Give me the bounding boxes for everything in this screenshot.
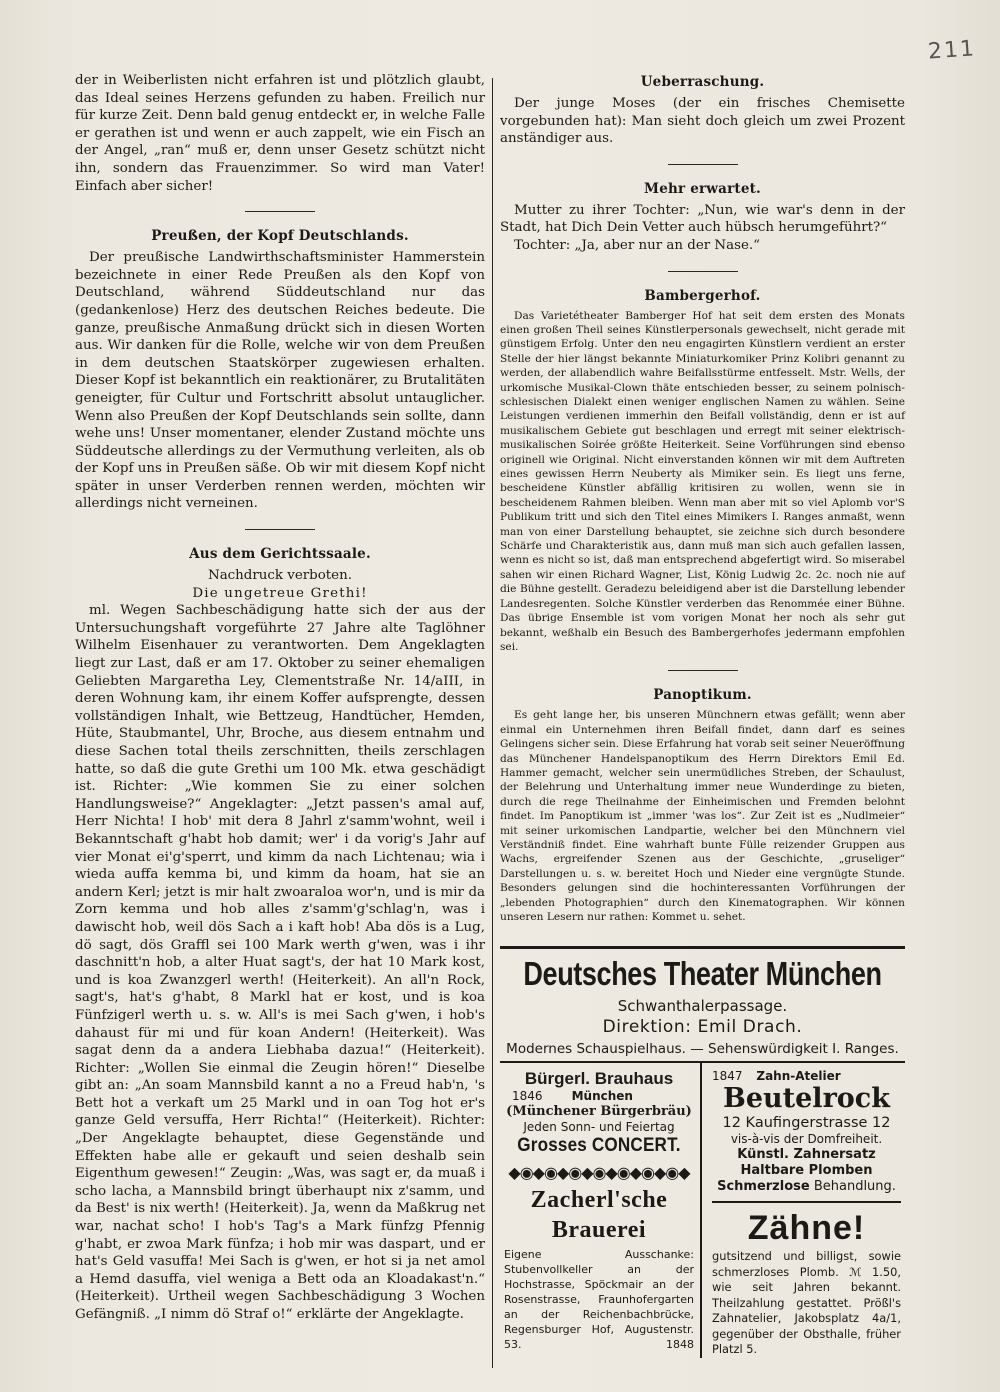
- article-separator: [245, 529, 315, 530]
- ad-grid: [500, 1063, 905, 1358]
- brauhaus-days: Jeden Sonn- und Feiertag: [523, 1120, 675, 1135]
- zacherl-year: 1848: [666, 1338, 694, 1352]
- intro-paragraph: der in Weiberlisten nicht erfahren ist und plötzlich glaubt, das Ideal seines Herzens gefunden zu haben. Freilich nur für kurze Zeit. Denn bald genug entdeckt er, in welche Falle er gerathen ist und wenn er auch zappelt, wie ein Fisch an der Angel, „ran“ muß er, denn unser Gesetz schützt nicht ihn, sondern das Frauenzimmer. So wird man Vater! Einfach aber sicher!: [75, 73, 485, 194]
- ad-buergerl-brauhaus: [504, 1069, 694, 1157]
- theater-tagline: Modernes Schauspielhaus. — Sehenswürdigkeit I. Ranges.: [506, 1041, 899, 1058]
- theater-direction: Direktion: Emil Drach.: [602, 1017, 803, 1038]
- article-separator: [668, 164, 738, 165]
- article-heading: Bambergerhof.: [644, 287, 761, 304]
- article-panoptikum: [500, 687, 905, 924]
- brauhaus-city: München: [571, 1089, 633, 1104]
- article-body: Das Varietétheater Bamberger Hof hat seit dem ersten des Monats einen großen Theil seines Künstlerpersonals gewechselt, nicht gerade mit günstigem Erfolg. Unter den neu engagirten Künstlern verdient an erster Stelle der hier längst bekannte Miniaturkomiker Prinz Kolibri genannt zu werden, der allabendlich wahre Beifallsstürme entfesselt. Mstr. Wells, der urkomische Musikal-Clown thäte entschieden besser, zu seinem polnisch-schlesischen Dialekt einen weniger englischen Namen zu wählen. Seine Leistungen verdienen immerhin den Beifall vollständig, denn er ist auf musikalischem Gebiete gut beschlagen und erregt mit seiner elektrisch-musikalischen Soirée größte Heiterkeit. Seine Vorführungen sind ebenso originell wie Original. Nicht einverstanden können wir mit dem Auftreten eines gewissen Herrn Neuberty als Mimiker sein. Es liegt uns ferne, bescheidene Künstler abfällig kritisiren zu wollen, wenn sie in bescheidenem Rahmen bleiben. Wenn man aber mit so viel Aplomb vor'S Publikum tritt und sich den Titel eines Mimikers I. Ranges anmaßt, wenn man von einer Darstellung behauptet, sie zeichne sich durch besondere Schärfe und Charakteristik aus, dann muß man sich auch gefallen lassen, wenn es nicht so ist, daß man entsprechend abgefertigt wird. So miserabel sahen wir einen Richard Wagner, List, König Ludwig 2c. 2c. noch nie auf die Bühne gestellt. Geradezu beleidigend aber ist die Darstellung lebender Landesregenten. Solche Künstler verderben das Renommée einer Bühne. Das übrige Ensemble ist vom vorigen Monat her noch als sehr gut bekannt, weßhalb ein Besuch des Bambergerhofes jedermann empfohlen sei.: [500, 309, 905, 653]
- article-heading: Panoptikum.: [653, 687, 752, 704]
- article-heading: Mehr erwartet.: [644, 180, 761, 197]
- brauhaus-line: [504, 1089, 694, 1104]
- article-gerichtssaal: [75, 546, 485, 1324]
- ad-right-column: [702, 1063, 905, 1358]
- beutel-label: Zahn-Atelier: [756, 1069, 841, 1084]
- beutel-header: [712, 1069, 901, 1084]
- zacherl-text: Eigene Ausschanke: Stubenvollkeller an der Hochstrasse, Spöckmair an der Rosenstrasse, Fraunhofergarten an der Reichenbachbrücke, Regensburger Hof, Augustenstr. 53.: [504, 1248, 694, 1352]
- article-separator: [245, 211, 315, 212]
- beutel-line3-bold: Schmerzlose: [717, 1179, 810, 1195]
- article-heading: Ueberraschung.: [640, 74, 765, 90]
- article-reply: Tochter: „Ja, aber nur an der Nase.“: [514, 237, 761, 253]
- right-column: [500, 72, 905, 1358]
- beutel-line3-rest: Behandlung.: [813, 1179, 896, 1195]
- advertisement-block: [500, 946, 905, 1358]
- ad-beutelrock: [712, 1069, 901, 1195]
- ornament-border: ◆◉◆◉◆◉◆◉◆◉◆◉◆◉◆: [508, 1163, 690, 1183]
- theater-title: Deutsches Theater München: [523, 955, 882, 993]
- beutel-address: 12 Kaufingerstrasse 12: [722, 1115, 891, 1132]
- ad-deutsches-theater: [500, 955, 905, 1057]
- article-heading: Aus dem Gerichtssaale.: [189, 546, 371, 563]
- article-body: Der junge Moses (der ein frisches Chemisette vorgebunden hat): Man sieht doch gleich um zwei Prozent anständiger aus.: [500, 96, 905, 147]
- ad-left-column: [500, 1063, 702, 1358]
- brauhaus-year: 1846: [512, 1089, 543, 1104]
- article-preussen: [75, 228, 485, 513]
- ad-zacherl: [504, 1185, 694, 1352]
- article-bambergerhof: [500, 288, 905, 655]
- brauhaus-concert: Grosses CONCERT.: [517, 1135, 681, 1157]
- beutel-line2: Haltbare Plomben: [740, 1163, 873, 1179]
- ad-zaehne: [712, 1201, 901, 1358]
- left-column: [75, 72, 485, 1324]
- zacherl-title: Zacherl'sche Brauerei: [530, 1187, 668, 1244]
- article-separator: [668, 271, 738, 272]
- zaehne-body: gutsitzend und billigst, sowie schmerzloses Plomb. ℳ 1.50, wie seit Jahren bekannt. Theilzahlung gestattet. Prößl's Zahnatelier, Jakobsplatz 4a/1, gegenüber der Obsthalle, früher Platzl 5.: [712, 1249, 901, 1357]
- column-divider: [492, 78, 493, 1368]
- page-number-mark: 211: [927, 36, 977, 65]
- brauhaus-title: Bürgerl. Brauhaus: [524, 1069, 674, 1089]
- zaehne-title: Zähne!: [747, 1209, 866, 1248]
- story-title: Die ungetreue Grethi!: [192, 585, 368, 601]
- ad-rule: [500, 946, 905, 949]
- article-ueberraschung: [500, 74, 905, 148]
- article-body: Der preußische Landwirthschaftsminister Hammerstein bezeichnete in einer Rede Preußen als den Kopf von Deutschland, während Süddeutschland nur das (gedankenlose) Herz des deutschen Reiches bedeute. Die ganze, preußische Anmaßung drückt sich in diesen Worten aus. Wir danken für die Rolle, welche wir von dem Preußen in dem deutschen Staatskörper zugewiesen erhalten. Dieser Kopf ist bekanntlich ein reaktionärer, zu Brutalitäten geneigter, für Cultur und Fortschritt absolut untauglicher. Wenn also Preußen der Kopf Deutschlands sein sollte, dann wehe uns! Unser momentaner, elender Zustand möchte uns Süddeutsche allerdings zu der Vermuthung verleiten, als ob der Kopf uns in Preußen säße. Ob wir mit diesem Kopf nicht später in unser Verderben rennen werden, möchten wir allerdings nicht verneinen.: [75, 250, 485, 512]
- beutel-year: 1847: [712, 1069, 743, 1084]
- zacherl-body: [504, 1247, 694, 1352]
- article-body: ml. Wegen Sachbeschädigung hatte sich der aus der Untersuchungshaft vorgeführte 27 Jahre alte Taglöhner Wilhelm Eisenhauer zu verantworten. Dem Angeklagten liegt zur Last, daß er am 17. Oktober zu seiner ehemaligen Geliebten Margaretha Ley, Clementstraße Nr. 14/aIII, in deren Wohnung kam, ihr einem Koffer aufsprengte, dessen vollständigen Inhalt, wie Bettzeug, Handtücher, Hemden, Hüte, Staubmantel, Uhr, Broche, aus diesem entnahm und diese Sachen total theils zerschnitten, theils zerschlagen hatte, so daß die gute Grethi um 100 Mk. etwa geschädigt ist. Richter: „Wie kommen Sie zu einer solchen Handlungsweise?“ Angeklagter: „Jetzt passen's amal auf, Herr Nichta! I hob' mit dera 8 Jahrl z'samm'wohnt, weil i Bekanntschaft g'habt hob damit; wer' i da vorig's Jahr auf vier Monat ei'g'sperrt, und kimm da nach Lichtenau; wia i wieda auffa kemma bi, und kimm da hoam, hat sie an andern Kerl; jetzt is mir halt zwoaraloa wor'n, und is mir da Zorn kemma und hob alles z'samm'g'schlag'n, was i dawischt hob, weil dös Sach a i kaft hob! Aba dös is a Lug, dö sagt, dös Graffl sei 100 Mark werth g'wen, was i ihr daschnitt'n hob, a alter Huat sagt's, der hat 10 Mark kost, und is koa Zwanzgerl werth! (Heiterkeit). An all'n Rock, sagt's, hat's g'habt, 8 Markl hat er kost, und is koa Fünfzigerl werth u. s. w. All's is mei Sach g'wen, i hob's dahaust für mi und für koan Andern! (Heiterkeit). Was sagat denn da a andera Liebhaba dazua!“ (Heiterkeit). Richter: „Wollen Sie einmal die Zeugin hören!“ Dieselbe gibt an: „An soam Mannsbild kannt a no a Freud hab'n, 's Bett hot a verkaft um 25 Markl und in oan Tog hot er's ganze Geld versuffa, Herr Richta!“ (Heiterkeit). Richter: „Der Angeklagte behauptet, diese Gegenstände und Effekten habe alle er gekauft und seien deshalb sein Eigenthum gewesen!“ Zeugin: „Was, was sagt er, da muaß i scho lacha, a Mannsbild bringt überhaupt nix z'samm, und da Best' is nix werth! (Heiterkeit). Ja, wenn da Maßkrug net war, nachat scho! I hob's Tag's a Mark fünfzg Pfennig g'habt, er zwoa Mark fünfza; i hob mir was daspart, und er hat's Geld vasuffa! Mei Sach is g'wen, er hot si ja net amol a Hemd dasuffa, viel weniga a Bett oda an Kloadakast'n.“ (Heiterkeit). Urtheil wegen Sachbeschädigung 3 Wochen Gefängniß. „I nimm dö Straf o!“ erklärte der Angeklagte.: [75, 603, 485, 1322]
- article-body: Es geht lange her, bis unseren Münchnern etwas gefällt; wenn aber einmal ein Unternehmen ihren Beifall findet, dann darf es seines Gelingens sicher sein. Diese Erfahrung hat vorab seit seiner Neueröffnung das Münchener Handelspanoptikum des Herrn Direktors Emil Ed. Hammer gemacht, welcher sein unermüdliches Streben, der Schaulust, der Belehrung und Unterhaltung immer neue Wunderdinge zu bieten, durch die rege Theilnahme der Einheimischen und Fremden belohnt findet. Im Panoptikum ist „immer 'was los“. Zur Zeit ist es „Nudlmeier“ mit seiner urkomischen Landpartie, welcher bei den Münchnern viel Verständniß findet. Eine wahrhaft bunte Fülle reizender Gruppen aus Wachs, ergreifender Szenen aus der Geschichte, „gruseliger“ Darstellungen u. s. w. bereitet Hoch und Nieder eine vergnügte Stunde. Besonders gelungen sind die hochinteressanten Vorführungen der „lebenden Photographien“ durch den Kinematographen. Wir können unseren Lesern nur rathen: Kommet u. sehet.: [500, 709, 905, 923]
- theater-address: Schwanthalerpassage.: [617, 997, 788, 1016]
- article-separator: [668, 670, 738, 671]
- reprint-notice: Nachdruck verboten.: [207, 568, 352, 584]
- article-mehr-erwartet: [500, 181, 905, 255]
- beutel-title: Beutelrock: [723, 1083, 890, 1115]
- article-body: Mutter zu ihrer Tochter: „Nun, wie war's denn in der Stadt, hat Dich Dein Vetter auch hübsch herumgeführt?“: [500, 202, 905, 236]
- beutel-opposite: vis-à-vis der Domfreiheit.: [730, 1132, 883, 1147]
- beutel-line1: Künstl. Zahnersatz: [737, 1147, 876, 1163]
- brauhaus-subtitle: (Münchener Bürgerbräu): [506, 1104, 692, 1120]
- article-heading: Preußen, der Kopf Deutschlands.: [151, 228, 409, 245]
- beutel-line3: [712, 1179, 901, 1195]
